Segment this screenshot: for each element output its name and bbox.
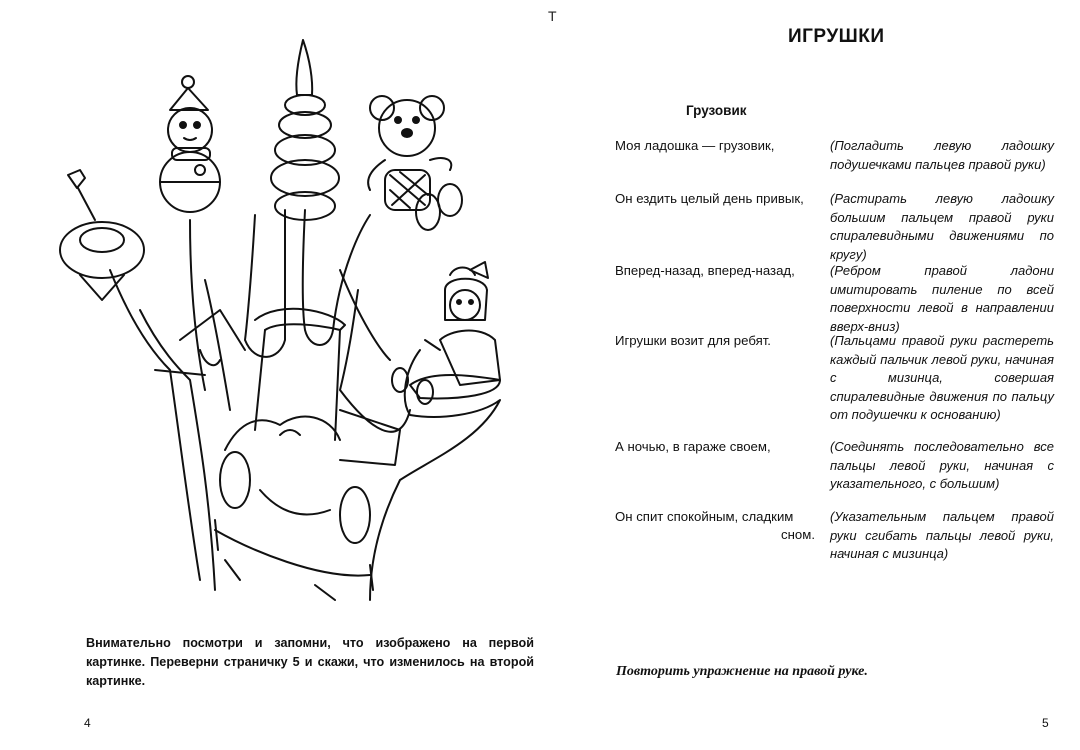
hand-outline: [110, 210, 410, 580]
verse-line-continuation: сном.: [781, 527, 815, 542]
page-number-right: 5: [1042, 716, 1049, 730]
verse-instruction: (Растирать левую ладошку большим пальцем правой руки спиралевидными движениями по кругу): [830, 191, 1054, 262]
repeat-note: Повторить упражнение на правой руке.: [616, 664, 868, 679]
stacking-pyramid-icon: [271, 40, 339, 220]
hand-with-toys-illustration: [40, 20, 560, 630]
caption-instruction: Внимательно посмотри и запомни, что изображено на первой картинке. Переверни страничку 5 и скажи, что изменилось на второй картинке.: [86, 636, 534, 688]
teddy-bear-icon: [368, 96, 462, 230]
page-number-left: 4: [84, 716, 91, 730]
roly-poly-icon: [160, 76, 220, 212]
verse-instruction: (Указательным пальцем правой руки сгибать пальцы левой руки, начиная с мизинца): [830, 509, 1054, 561]
verse-instruction: (Пальцами правой руки растереть каждый пальчик левой руки, начиная с мизинца, совершая спиралевидные движения по пальцу от подушечки к основанию): [830, 333, 1054, 422]
verse-line-text: Он спит спокойным, сладким: [615, 509, 794, 524]
verse-line: Игрушки возит для ребят.: [615, 333, 771, 348]
verse-instruction: (Погладить левую ладошку подушечками пальцев правой руки): [830, 138, 1054, 172]
spinning-top-icon: [60, 170, 144, 300]
verse-line: [615, 508, 815, 544]
verse-instruction: (Ребром правой ладони имитировать пиление по всей поверхности левой в направлении вверх-вниз): [830, 263, 1054, 334]
verse-line: Он ездить целый день привык,: [615, 191, 804, 206]
verse-line: А ночью, в гараже своем,: [615, 439, 771, 454]
verse-line: Моя ладошка — грузовик,: [615, 138, 775, 153]
crop-mark: T: [548, 8, 557, 24]
poem-title: Грузовик: [686, 103, 747, 118]
doll-icon: [392, 262, 500, 404]
page-title: ИГРУШКИ: [788, 26, 885, 47]
verse-instruction: (Соединять последовательно все пальцы левой руки, начиная с указательного, с большим): [830, 439, 1054, 491]
verse-line: Вперед-назад, вперед-назад,: [615, 263, 795, 278]
right-page: [540, 0, 1080, 750]
